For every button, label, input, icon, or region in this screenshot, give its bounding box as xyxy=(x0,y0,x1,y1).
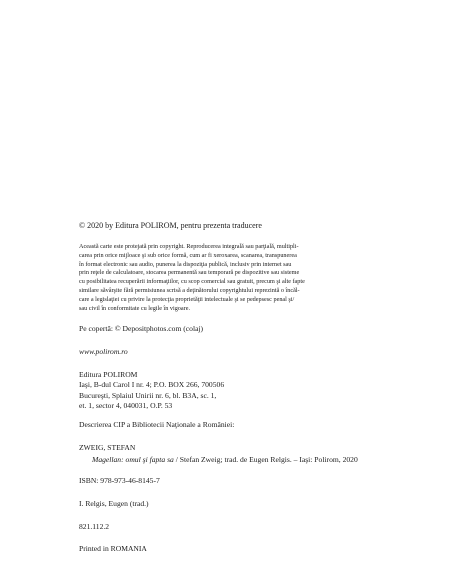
legal-line: cu posibilitatea recuperării informaţiilor, cu scop comercial sau gratuit, precum şi alte fapte xyxy=(79,278,305,286)
copyright-notice: © 2020 by Editura POLIROM, pentru prezenta traducere xyxy=(79,221,262,230)
cip-author: ZWEIG, STEFAN xyxy=(79,443,136,452)
cip-heading: Descrierea CIP a Bibliotecii Naţionale a României: xyxy=(79,420,235,429)
book-title: Magellan: omul şi fapta sa xyxy=(92,455,174,464)
legal-line: prin reţele de calculatoare, stocarea permanentă sau temporară pe dispozitive sau sisteme xyxy=(79,269,300,277)
classification-code: 821.112.2 xyxy=(79,522,110,531)
publisher-name: Editura POLIROM xyxy=(79,370,138,379)
cover-credit: Pe copertă: © Depositphotos.com (colaj) xyxy=(79,324,204,333)
legal-line: carea prin orice mijloace şi sub orice formă, cum ar fi xeroxarea, scanarea, transpunerea xyxy=(79,251,297,259)
legal-line: în format electronic sau audio, punerea la dispoziţia publică, inclusiv prin internet sau xyxy=(79,260,292,268)
legal-line: sau civil în conformitate cu legile în vigoare. xyxy=(79,304,190,312)
isbn: ISBN: 978-973-46-8145-7 xyxy=(79,476,160,485)
address-line: Bucureşti, Splaiul Unirii nr. 6, bl. B3A, sc. 1, xyxy=(79,390,217,400)
legal-line: care a legislaţiei cu privire la protecţia proprietăţii intelectuale şi se pedepsesc penal şi/ xyxy=(79,295,295,303)
legal-notice xyxy=(79,243,375,313)
address-line: Iaşi, B-dul Carol I nr. 4; P.O. BOX 266, 700506 xyxy=(79,380,225,390)
legal-line: Această carte este protejată prin copyright. Reproducerea integrală sau parţială, multipli- xyxy=(79,243,299,250)
cip-details: / Stefan Zweig; trad. de Eugen Relgis. – Iaşi: Polirom, 2020 xyxy=(173,455,358,464)
publisher-website: www.polirom.ro xyxy=(79,347,128,356)
printed-in: Printed in ROMANIA xyxy=(79,544,147,553)
publisher-address xyxy=(79,370,375,411)
cip-entry xyxy=(92,455,382,465)
secondary-entry: I. Relgis, Eugen (trad.) xyxy=(79,499,149,508)
address-line: et. 1, sector 4, 040031, O.P. 53 xyxy=(79,400,173,410)
legal-line: similare săvârşite fără permisiunea scrisă a deţinătorului copyrightului reprezintă o încăl- xyxy=(79,286,300,294)
